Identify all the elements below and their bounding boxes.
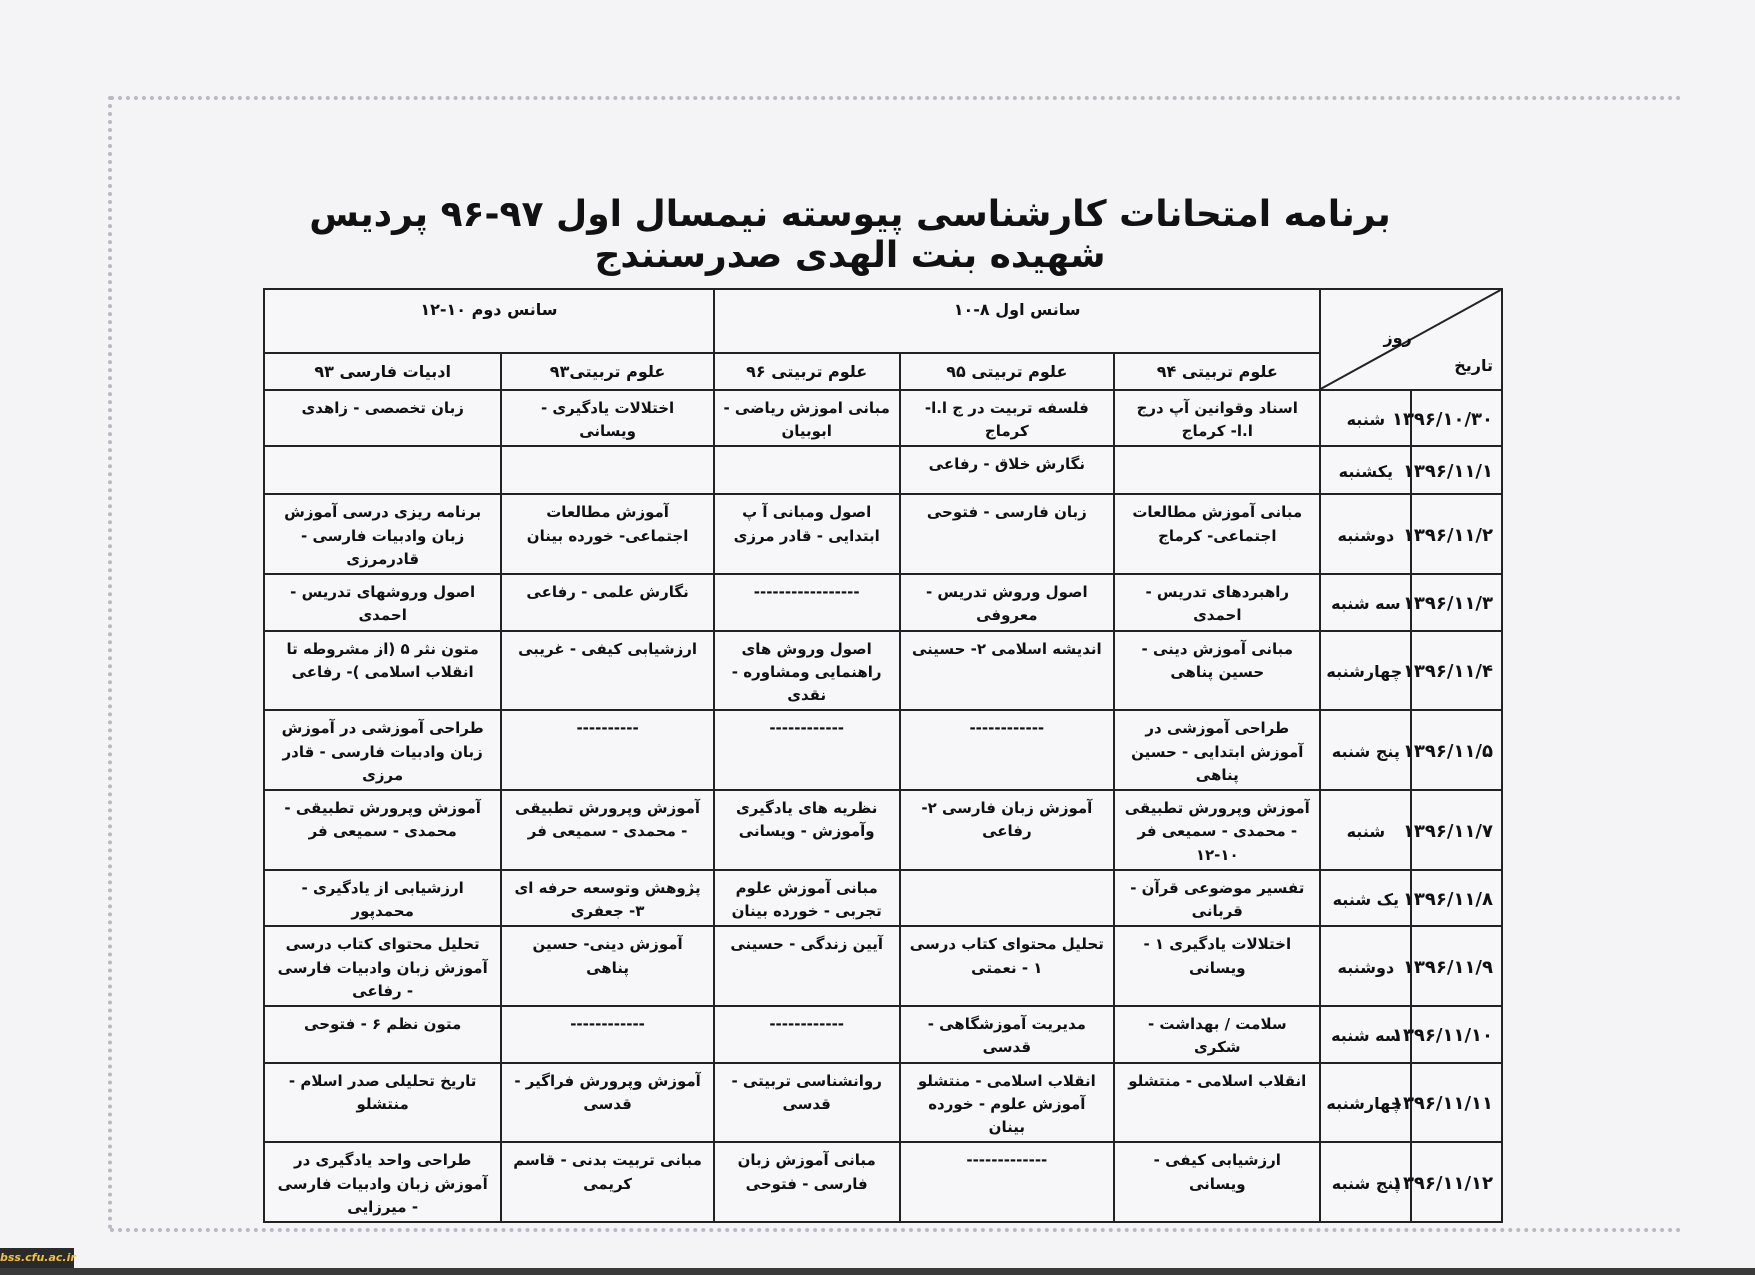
exam-schedule-table [263, 288, 1503, 1223]
day-cell: چهارشنبه [1320, 631, 1411, 711]
session-header-row [264, 289, 1502, 353]
date-cell: ۱۳۹۶/۱۱/۸ [1411, 870, 1502, 927]
day-cell: شنبه [1320, 390, 1411, 447]
schedule-row [264, 1142, 1502, 1222]
schedule-row [264, 446, 1502, 494]
exam-cell: اصول وروشهای تدریس - احمدی [264, 574, 501, 631]
date-cell: ۱۳۹۶/۱۱/۳ [1411, 574, 1502, 631]
exam-cell: اصول وروش های راهنمایی ومشاوره - نقدی [714, 631, 900, 711]
exam-cell [501, 446, 714, 494]
exam-cell: آموزش وپرورش فراگیر - قدسی [501, 1063, 714, 1143]
day-cell: دوشنبه [1320, 494, 1411, 574]
date-cell: ۱۳۹۶/۱۱/۴ [1411, 631, 1502, 711]
day-cell: سه شنبه [1320, 1006, 1411, 1063]
exam-cell: فلسفه تربیت در ج ا.ا- کرماج [900, 390, 1115, 447]
exam-cell: زبان فارسی - فتوحی [900, 494, 1115, 574]
exam-cell: پژوهش وتوسعه حرفه ای ۳- جعفری [501, 870, 714, 927]
exam-cell: طراحی آموزشی در آموزش زبان وادبیات فارسی - قادر مرزی [264, 710, 501, 790]
exam-cell: تاریخ تحلیلی صدر اسلام - منتشلو [264, 1063, 501, 1143]
day-cell: سه شنبه [1320, 574, 1411, 631]
exam-cell: ---------- [501, 710, 714, 790]
corner-header-cell [1320, 289, 1502, 390]
schedule-row [264, 1006, 1502, 1063]
exam-cell: تفسیر موضوعی قرآن - قربانی [1114, 870, 1320, 927]
exam-cell [900, 870, 1115, 927]
column-header: علوم تربیتی ۹۴ [1114, 353, 1320, 390]
page-title: برنامه امتحانات کارشناسی پیوسته نیمسال اول ۹۷-۹۶ پردیس شهیده بنت الهدی صدرسنندج [309, 194, 1391, 276]
schedule-row [264, 926, 1502, 1006]
date-cell: ۱۳۹۶/۱۱/۱۲ [1411, 1142, 1502, 1222]
exam-cell: مبانی آموزش دینی - حسین پناهی [1114, 631, 1320, 711]
exam-cell: آموزش وپرورش تطبیقی - محمدی - سمیعی فر [264, 790, 501, 870]
exam-cell: نگارش علمی - رفاعی [501, 574, 714, 631]
day-cell: چهارشنبه [1320, 1063, 1411, 1143]
exam-cell: اختلالات یادگیری - ویسانی [501, 390, 714, 447]
day-cell: پنج شنبه [1320, 1142, 1411, 1222]
exam-cell: ------------ [900, 710, 1115, 790]
exam-cell: ------------ [501, 1006, 714, 1063]
exam-cell: متون نثر ۵ (از مشروطه تا انقلاب اسلامی )- رفاعی [264, 631, 501, 711]
exam-cell: روانشناسی تربیتی - قدسی [714, 1063, 900, 1143]
date-cell: ۱۳۹۶/۱۱/۹ [1411, 926, 1502, 1006]
exam-cell: راهبردهای تدریس - احمدی [1114, 574, 1320, 631]
exam-cell: زبان تخصصی - زاهدی [264, 390, 501, 447]
page-border-bottom [110, 1228, 1682, 1232]
site-badge: bss.cfu.ac.ir [0, 1248, 74, 1268]
exam-cell: تحلیل محتوای کتاب درسی ۱ - نعمتی [900, 926, 1115, 1006]
exam-cell: مبانی اموزش ریاضی - ابوبیان [714, 390, 900, 447]
exam-cell: آموزش مطالعات اجتماعی- خورده بینان [501, 494, 714, 574]
column-header: علوم تربیتی ۹۶ [714, 353, 900, 390]
exam-cell: مبانی آموزش علوم تجربی - خورده بینان [714, 870, 900, 927]
exam-cell: انقلاب اسلامی - منتشلو آموزش علوم - خورده بینان [900, 1063, 1115, 1143]
day-cell: پنج شنبه [1320, 710, 1411, 790]
column-header: علوم تربیتی۹۳ [501, 353, 714, 390]
exam-cell: ارزشیابی از یادگیری - محمدپور [264, 870, 501, 927]
exam-cell [714, 446, 900, 494]
exam-cell: ------------ [714, 710, 900, 790]
exam-cell: ارزشیابی کیفی - غریبی [501, 631, 714, 711]
date-cell: ۱۳۹۶/۱۱/۷ [1411, 790, 1502, 870]
exam-cell: آیین زندگی - حسینی [714, 926, 900, 1006]
schedule-row [264, 1063, 1502, 1143]
date-cell: ۱۳۹۶/۱۱/۱۰ [1411, 1006, 1502, 1063]
exam-cell: مبانی آموزش مطالعات اجتماعی- کرماج [1114, 494, 1320, 574]
exam-cell: سلامت / بهداشت - شکری [1114, 1006, 1320, 1063]
schedule-row [264, 390, 1502, 447]
exam-cell: آموزش زبان فارسی ۲- رفاعی [900, 790, 1115, 870]
session2-header: سانس دوم ۱۰-۱۲ [264, 289, 714, 353]
page-border-top [110, 96, 1682, 100]
date-cell: ۱۳۹۶/۱۱/۲ [1411, 494, 1502, 574]
schedule-body [264, 390, 1502, 1222]
exam-cell: اختلالات یادگیری ۱ - ویسانی [1114, 926, 1320, 1006]
exam-cell: ----------------- [714, 574, 900, 631]
exam-cell: انقلاب اسلامی - منتشلو [1114, 1063, 1320, 1143]
schedule-row [264, 710, 1502, 790]
column-header: ادبیات فارسی ۹۳ [264, 353, 501, 390]
date-cell: ۱۳۹۶/۱۰/۳۰ [1411, 390, 1502, 447]
day-cell: یک شنبه [1320, 870, 1411, 927]
exam-cell: اسناد وقوانین آپ درج ا.ا- کرماج [1114, 390, 1320, 447]
exam-cell: ------------ [714, 1006, 900, 1063]
page-border-left [108, 96, 112, 1230]
exam-cell: آموزش دینی- حسین پناهی [501, 926, 714, 1006]
exam-cell: برنامه ریزی درسی آموزش زبان وادبیات فارسی - قادرمرزی [264, 494, 501, 574]
exam-cell: نگارش خلاق - رفاعی [900, 446, 1115, 494]
day-cell: دوشنبه [1320, 926, 1411, 1006]
exam-cell: مبانی آموزش زبان فارسی - فتوحی [714, 1142, 900, 1222]
schedule-row [264, 870, 1502, 927]
date-cell: ۱۳۹۶/۱۱/۱۱ [1411, 1063, 1502, 1143]
exam-cell: نظریه های یادگیری وآموزش - ویسانی [714, 790, 900, 870]
exam-cell: مبانی تربیت بدنی - قاسم کریمی [501, 1142, 714, 1222]
exam-cell: اصول وروش تدریس - معروفی [900, 574, 1115, 631]
exam-cell [264, 446, 501, 494]
exam-cell: اصول ومبانی آ پ ابتدایی - قادر مرزی [714, 494, 900, 574]
column-header: علوم تربیتی ۹۵ [900, 353, 1115, 390]
column-header-row [264, 353, 1502, 390]
exam-cell: طراحی واحد یادگیری در آموزش زبان وادبیات فارسی - میرزایی [264, 1142, 501, 1222]
exam-cell: آموزش وپرورش تطبیقی - محمدی - سمیعی فر ۱۰-۱۲ [1114, 790, 1320, 870]
corner-date-label: تاریخ [1454, 356, 1493, 375]
exam-cell: اندیشه اسلامی ۲- حسینی [900, 631, 1115, 711]
bottom-bar [0, 1268, 1755, 1275]
day-cell: یکشنبه [1320, 446, 1411, 494]
date-cell: ۱۳۹۶/۱۱/۱ [1411, 446, 1502, 494]
day-cell: شنبه [1320, 790, 1411, 870]
schedule-row [264, 790, 1502, 870]
exam-cell: ارزشیابی کیفی - ویسانی [1114, 1142, 1320, 1222]
exam-cell: متون نظم ۶ - فتوحی [264, 1006, 501, 1063]
schedule-row [264, 574, 1502, 631]
schedule-row [264, 494, 1502, 574]
exam-cell: آموزش وپرورش تطبیقی - محمدی - سمیعی فر [501, 790, 714, 870]
corner-day-label: روز [1383, 328, 1412, 347]
exam-cell [1114, 446, 1320, 494]
session1-header: سانس اول ۸-۱۰ [714, 289, 1321, 353]
date-cell: ۱۳۹۶/۱۱/۵ [1411, 710, 1502, 790]
exam-cell: مدیریت آموزشگاهی - قدسی [900, 1006, 1115, 1063]
exam-cell: تحلیل محتوای کتاب درسی آموزش زبان وادبیات فارسی - رفاعی [264, 926, 501, 1006]
exam-cell: ------------- [900, 1142, 1115, 1222]
schedule-row [264, 631, 1502, 711]
exam-cell: طراحی آموزشی در آموزش ابتدایی - حسین پناهی [1114, 710, 1320, 790]
